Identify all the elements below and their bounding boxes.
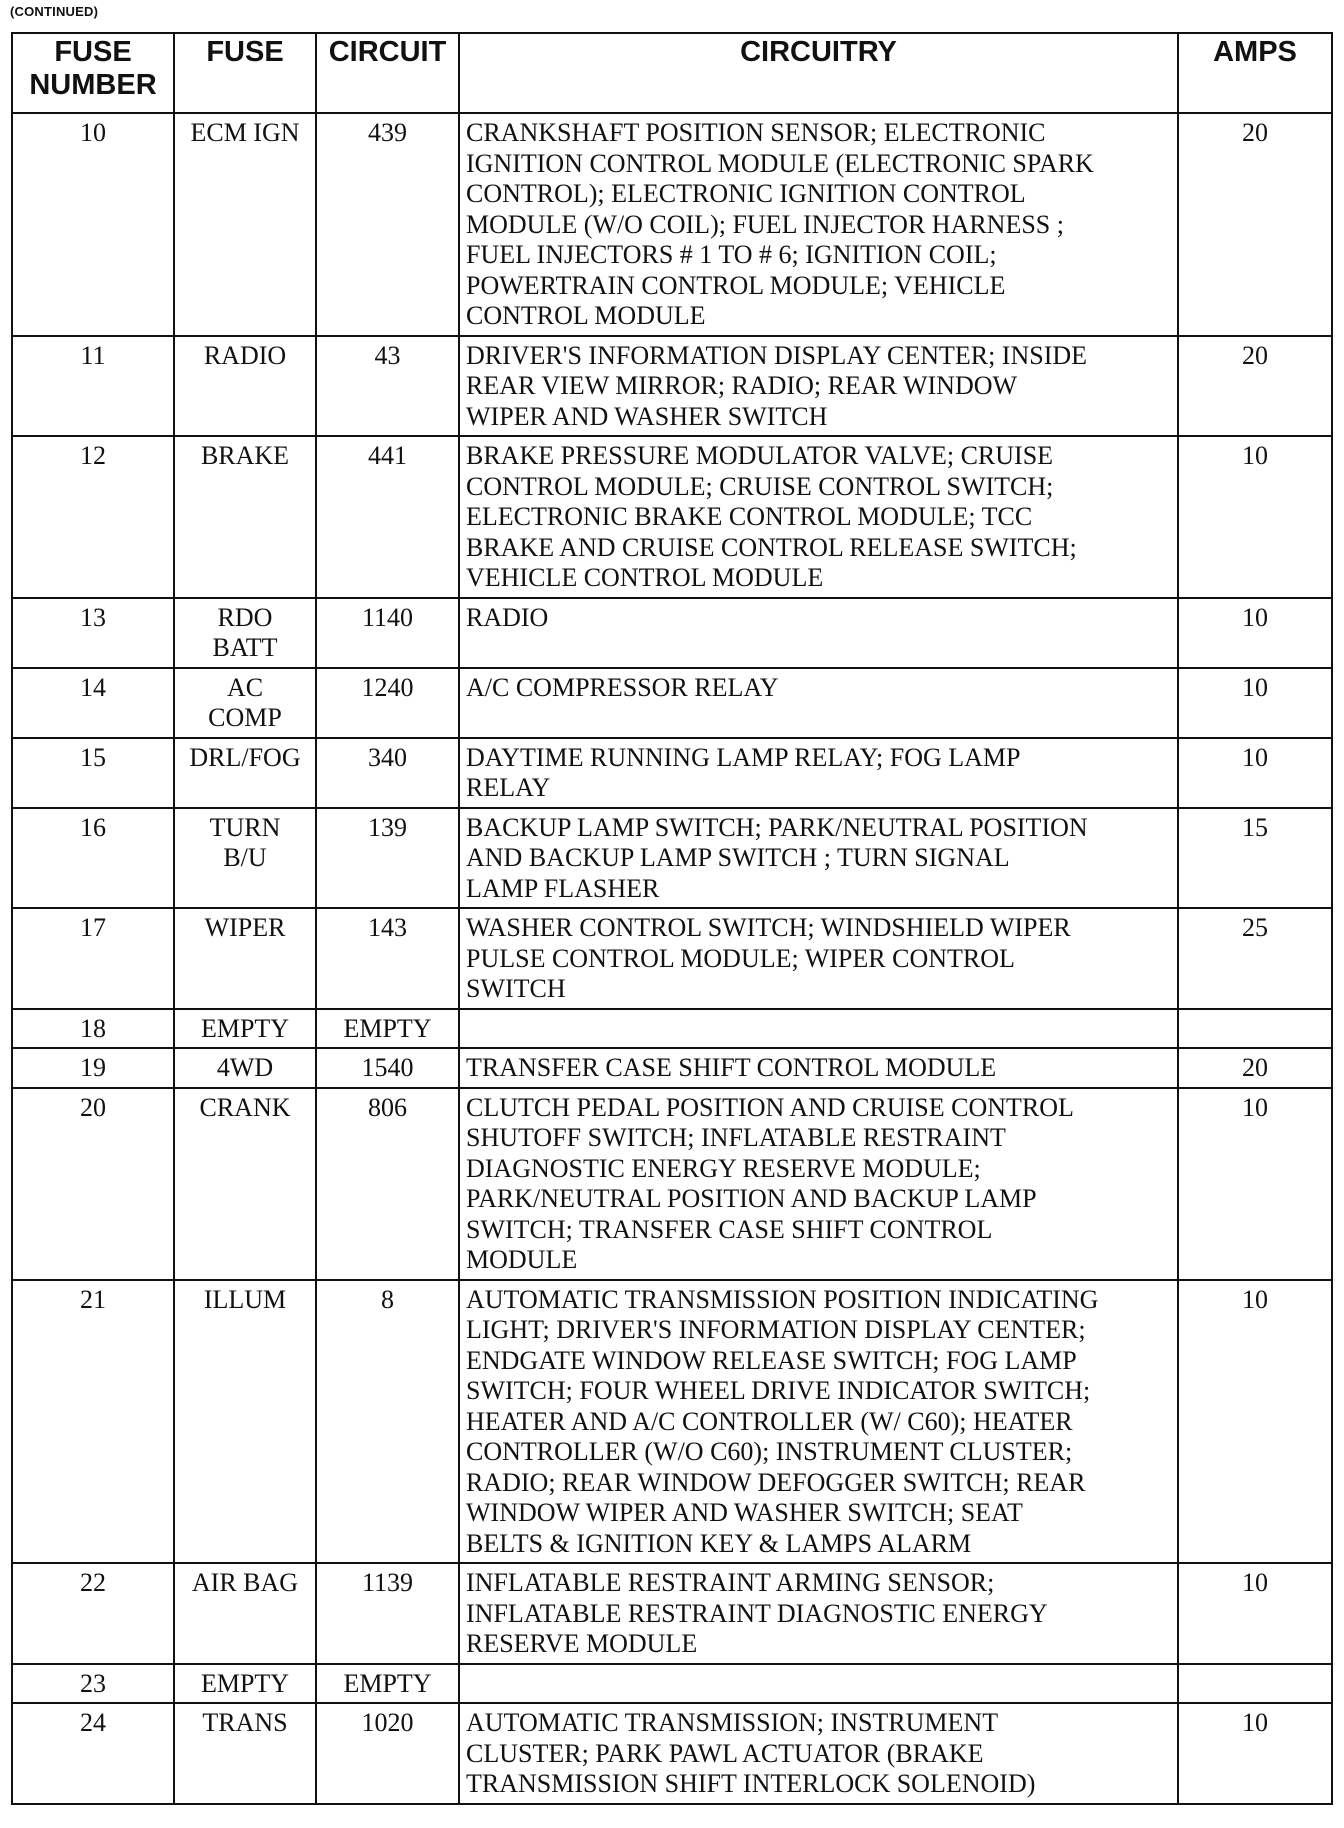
fuse-number-cell: 24 xyxy=(12,1703,174,1804)
fuse-number-cell: 12 xyxy=(12,436,174,598)
table-row xyxy=(12,668,1332,738)
fuse-name-cell: ILLUM xyxy=(174,1280,316,1564)
circuit-cell: 1240 xyxy=(316,668,459,738)
table-row xyxy=(12,113,1332,336)
circuit-cell: 1540 xyxy=(316,1048,459,1088)
fuse-number-cell: 23 xyxy=(12,1664,174,1704)
fuse-number-cell: 17 xyxy=(12,908,174,1009)
circuit-cell: EMPTY xyxy=(316,1664,459,1704)
fuse-number-cell: 13 xyxy=(12,598,174,668)
circuitry-cell: A/C COMPRESSOR RELAY xyxy=(459,668,1178,738)
fuse-number-cell: 18 xyxy=(12,1009,174,1049)
circuit-cell: 43 xyxy=(316,336,459,437)
continued-label: (CONTINUED) xyxy=(10,4,99,19)
circuitry-cell: AUTOMATIC TRANSMISSION POSITION INDICATING LIGHT; DRIVER'S INFORMATION DISPLAY CENTER; ENDGATE WINDOW RELEASE SWITCH; FOG LAMP SWITCH; FOUR WHEEL DRIVE INDICATOR SWITCH; HEATER AND A/C CONTROLLER (W/ C60); HEATER CONTROLLER (W/O C60); INSTRUMENT CLUSTER; RADIO; REAR WINDOW DEFOGGER SWITCH; REAR WINDOW WIPER AND WASHER SWITCH; SEAT BELTS & IGNITION KEY & LAMPS ALARM xyxy=(459,1280,1178,1564)
fuse-name-cell: WIPER xyxy=(174,908,316,1009)
circuitry-cell: AUTOMATIC TRANSMISSION; INSTRUMENT CLUSTER; PARK PAWL ACTUATOR (BRAKE TRANSMISSION SHIFT INTERLOCK SOLENOID) xyxy=(459,1703,1178,1804)
fuse-number-cell: 16 xyxy=(12,808,174,909)
circuitry-cell: RADIO xyxy=(459,598,1178,668)
header-fuse: FUSE xyxy=(174,33,316,113)
circuit-cell: 1020 xyxy=(316,1703,459,1804)
fuse-name-cell: TURN B/U xyxy=(174,808,316,909)
fuse-number-cell: 10 xyxy=(12,113,174,336)
amps-cell: 15 xyxy=(1178,808,1332,909)
table-row xyxy=(12,808,1332,909)
amps-cell: 20 xyxy=(1178,113,1332,336)
fuse-name-cell: DRL/FOG xyxy=(174,738,316,808)
circuitry-cell: DRIVER'S INFORMATION DISPLAY CENTER; INSIDE REAR VIEW MIRROR; RADIO; REAR WINDOW WIPER AND WASHER SWITCH xyxy=(459,336,1178,437)
circuit-cell: 1139 xyxy=(316,1563,459,1664)
fuse-number-cell: 14 xyxy=(12,668,174,738)
table-row xyxy=(12,436,1332,598)
amps-cell xyxy=(1178,1009,1332,1049)
amps-cell: 10 xyxy=(1178,1088,1332,1280)
circuit-cell: 806 xyxy=(316,1088,459,1280)
amps-cell: 10 xyxy=(1178,668,1332,738)
fuse-name-cell: AIR BAG xyxy=(174,1563,316,1664)
amps-cell: 10 xyxy=(1178,598,1332,668)
circuitry-cell: WASHER CONTROL SWITCH; WINDSHIELD WIPER PULSE CONTROL MODULE; WIPER CONTROL SWITCH xyxy=(459,908,1178,1009)
circuitry-cell: TRANSFER CASE SHIFT CONTROL MODULE xyxy=(459,1048,1178,1088)
fuse-table-body xyxy=(12,113,1332,1804)
amps-cell: 10 xyxy=(1178,1563,1332,1664)
circuit-cell: 143 xyxy=(316,908,459,1009)
header-circuit: CIRCUIT xyxy=(316,33,459,113)
amps-cell: 20 xyxy=(1178,336,1332,437)
table-row xyxy=(12,1280,1332,1564)
header-circuitry: CIRCUITRY xyxy=(459,33,1178,113)
amps-cell: 10 xyxy=(1178,1280,1332,1564)
circuit-cell: 1140 xyxy=(316,598,459,668)
table-row xyxy=(12,908,1332,1009)
fuse-name-cell: AC COMP xyxy=(174,668,316,738)
circuit-cell: 441 xyxy=(316,436,459,598)
fuse-name-cell: EMPTY xyxy=(174,1009,316,1049)
amps-cell: 10 xyxy=(1178,738,1332,808)
fuse-name-cell: TRANS xyxy=(174,1703,316,1804)
circuitry-cell: BACKUP LAMP SWITCH; PARK/NEUTRAL POSITION AND BACKUP LAMP SWITCH ; TURN SIGNAL LAMP FLASHER xyxy=(459,808,1178,909)
header-fuse-number: FUSE NUMBER xyxy=(12,33,174,113)
header-amps: AMPS xyxy=(1178,33,1332,113)
table-row xyxy=(12,1088,1332,1280)
fuse-number-cell: 11 xyxy=(12,336,174,437)
fuse-name-cell: EMPTY xyxy=(174,1664,316,1704)
amps-cell: 25 xyxy=(1178,908,1332,1009)
circuitry-cell xyxy=(459,1009,1178,1049)
circuitry-cell xyxy=(459,1664,1178,1704)
fuse-name-cell: CRANK xyxy=(174,1088,316,1280)
header-row xyxy=(12,33,1332,113)
circuit-cell: 439 xyxy=(316,113,459,336)
circuit-cell: EMPTY xyxy=(316,1009,459,1049)
table-row xyxy=(12,1703,1332,1804)
table-row xyxy=(12,738,1332,808)
circuit-cell: 8 xyxy=(316,1280,459,1564)
table-row xyxy=(12,1563,1332,1664)
circuit-cell: 340 xyxy=(316,738,459,808)
circuitry-cell: CLUTCH PEDAL POSITION AND CRUISE CONTROL SHUTOFF SWITCH; INFLATABLE RESTRAINT DIAGNOSTIC ENERGY RESERVE MODULE; PARK/NEUTRAL POSITION AND BACKUP LAMP SWITCH; TRANSFER CASE SHIFT CONTROL MODULE xyxy=(459,1088,1178,1280)
circuitry-cell: DAYTIME RUNNING LAMP RELAY; FOG LAMP RELAY xyxy=(459,738,1178,808)
fuse-name-cell: RDO BATT xyxy=(174,598,316,668)
amps-cell: 10 xyxy=(1178,1703,1332,1804)
table-row xyxy=(12,598,1332,668)
amps-cell xyxy=(1178,1664,1332,1704)
fuse-name-cell: BRAKE xyxy=(174,436,316,598)
fuse-name-cell: RADIO xyxy=(174,336,316,437)
fuse-number-cell: 19 xyxy=(12,1048,174,1088)
circuit-cell: 139 xyxy=(316,808,459,909)
fuse-table-header xyxy=(12,33,1332,113)
circuitry-cell: CRANKSHAFT POSITION SENSOR; ELECTRONIC IGNITION CONTROL MODULE (ELECTRONIC SPARK CONTROL); ELECTRONIC IGNITION CONTROL MODULE (W/O COIL); FUEL INJECTOR HARNESS ; FUEL INJECTORS # 1 TO # 6; IGNITION COIL; POWERTRAIN CONTROL MODULE; VEHICLE CONTROL MODULE xyxy=(459,113,1178,336)
amps-cell: 20 xyxy=(1178,1048,1332,1088)
table-row xyxy=(12,1048,1332,1088)
fuse-name-cell: 4WD xyxy=(174,1048,316,1088)
table-row xyxy=(12,336,1332,437)
fuse-number-cell: 21 xyxy=(12,1280,174,1564)
fuse-table xyxy=(11,32,1333,1805)
table-row xyxy=(12,1009,1332,1049)
fuse-number-cell: 15 xyxy=(12,738,174,808)
fuse-name-cell: ECM IGN xyxy=(174,113,316,336)
table-row xyxy=(12,1664,1332,1704)
fuse-number-cell: 22 xyxy=(12,1563,174,1664)
circuitry-cell: INFLATABLE RESTRAINT ARMING SENSOR; INFLATABLE RESTRAINT DIAGNOSTIC ENERGY RESERVE MODULE xyxy=(459,1563,1178,1664)
amps-cell: 10 xyxy=(1178,436,1332,598)
fuse-number-cell: 20 xyxy=(12,1088,174,1280)
circuitry-cell: BRAKE PRESSURE MODULATOR VALVE; CRUISE CONTROL MODULE; CRUISE CONTROL SWITCH; ELECTRONIC BRAKE CONTROL MODULE; TCC BRAKE AND CRUISE CONTROL RELEASE SWITCH; VEHICLE CONTROL MODULE xyxy=(459,436,1178,598)
